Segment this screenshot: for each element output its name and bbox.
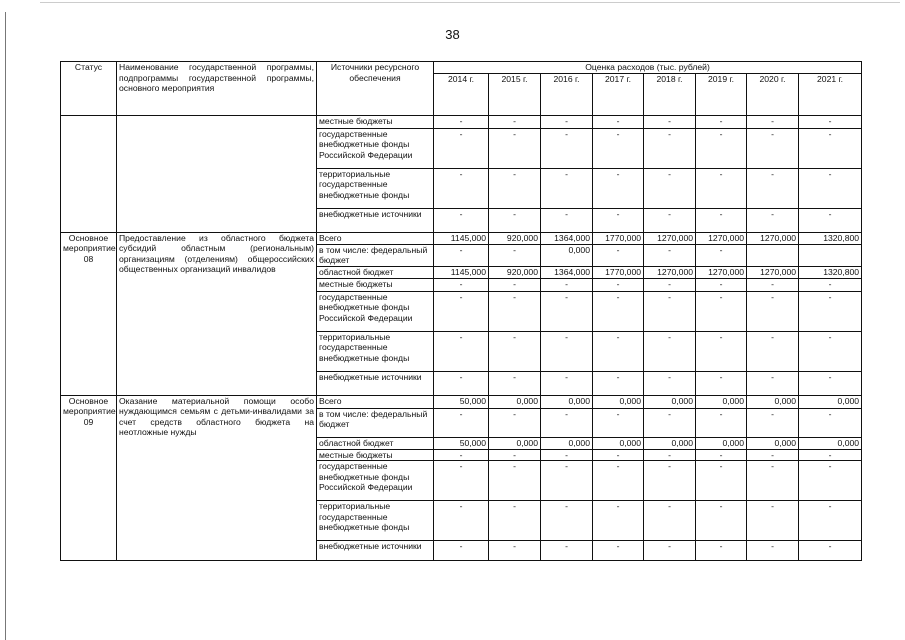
value-cell: 1270,000: [644, 232, 696, 244]
value-cell: -: [799, 541, 862, 561]
value-cell: -: [644, 501, 696, 541]
value-cell: -: [541, 408, 593, 437]
value-cell: -: [747, 208, 799, 232]
value-cell: -: [696, 278, 747, 291]
measure-name-cell: Оказание материальной помощи особо нуждающимся семьям с детьми-инвалидами за счет средств областного бюджета на неотложные нужды: [117, 395, 317, 561]
header-year: 2021 г.: [799, 73, 862, 115]
value-cell: -: [593, 208, 644, 232]
value-cell: -: [489, 331, 541, 371]
value-cell: -: [489, 408, 541, 437]
value-cell: -: [593, 278, 644, 291]
value-cell: -: [696, 128, 747, 168]
value-cell: -: [434, 541, 489, 561]
source-cell: Всего: [317, 232, 434, 244]
value-cell: -: [644, 244, 696, 266]
value-cell: -: [644, 128, 696, 168]
value-cell: -: [799, 501, 862, 541]
value-cell: -: [541, 501, 593, 541]
value-cell: -: [434, 115, 489, 128]
value-cell: 0,000: [696, 395, 747, 408]
value-cell: -: [489, 278, 541, 291]
value-cell: -: [434, 128, 489, 168]
value-cell: -: [696, 461, 747, 501]
value-cell: -: [644, 408, 696, 437]
value-cell: -: [434, 278, 489, 291]
value-cell: -: [696, 244, 747, 266]
value-cell: -: [541, 115, 593, 128]
status-cell: Основное мероприятие 09: [61, 395, 117, 561]
value-cell: -: [541, 278, 593, 291]
status-cell: [61, 115, 117, 232]
value-cell: -: [593, 244, 644, 266]
value-cell: 1770,000: [593, 232, 644, 244]
table-row: [61, 395, 862, 408]
source-cell: внебюджетные источники: [317, 208, 434, 232]
value-cell: -: [434, 244, 489, 266]
value-cell: -: [696, 501, 747, 541]
header-sources: Источники ресурсного обеспечения: [317, 62, 434, 116]
value-cell: -: [799, 278, 862, 291]
value-cell: -: [747, 541, 799, 561]
value-cell: 0,000: [593, 437, 644, 449]
table-row: [61, 232, 862, 244]
value-cell: -: [541, 168, 593, 208]
value-cell: -: [644, 461, 696, 501]
value-cell: 0,000: [747, 437, 799, 449]
value-cell: -: [747, 168, 799, 208]
value-cell: -: [593, 449, 644, 461]
source-cell: государственные внебюджетные фонды Российской Федерации: [317, 461, 434, 501]
value-cell: -: [593, 168, 644, 208]
source-cell: внебюджетные источники: [317, 371, 434, 395]
status-cell: Основное мероприятие 08: [61, 232, 117, 395]
value-cell: -: [541, 128, 593, 168]
value-cell: 1770,000: [593, 266, 644, 278]
value-cell: -: [747, 449, 799, 461]
value-cell: -: [489, 244, 541, 266]
source-cell: в том числе: федеральный бюджет: [317, 244, 434, 266]
header-year: 2015 г.: [489, 73, 541, 115]
header-estimate: Оценка расходов (тыс. рублей): [434, 62, 862, 74]
value-cell: 920,000: [489, 232, 541, 244]
source-cell: местные бюджеты: [317, 449, 434, 461]
value-cell: 0,000: [541, 244, 593, 266]
header-year: 2016 г.: [541, 73, 593, 115]
value-cell: -: [593, 331, 644, 371]
value-cell: -: [799, 371, 862, 395]
value-cell: -: [747, 501, 799, 541]
value-cell: -: [434, 501, 489, 541]
header-name: Наименование государственной программы, подпрограммы государственной программы, основного мероприятия: [117, 62, 317, 116]
value-cell: 1270,000: [747, 266, 799, 278]
value-cell: -: [696, 371, 747, 395]
source-cell: местные бюджеты: [317, 115, 434, 128]
header-year: 2014 г.: [434, 73, 489, 115]
value-cell: -: [434, 291, 489, 331]
header-status: Статус: [61, 62, 117, 116]
value-cell: -: [593, 461, 644, 501]
source-cell: территориальные государственные внебюджетные фонды: [317, 501, 434, 541]
measure-name-cell: [117, 115, 317, 232]
table-row: [61, 115, 862, 128]
value-cell: -: [799, 168, 862, 208]
value-cell: -: [799, 115, 862, 128]
value-cell: 0,000: [489, 437, 541, 449]
value-cell: -: [489, 501, 541, 541]
value-cell: -: [747, 291, 799, 331]
value-cell: -: [489, 291, 541, 331]
measure-name-cell: Предоставление из областного бюджета субсидий областным (региональным) организациям (отделениям) общероссийских общественных организаций инвалидов: [117, 232, 317, 395]
value-cell: -: [593, 115, 644, 128]
value-cell: -: [489, 115, 541, 128]
value-cell: -: [696, 168, 747, 208]
value-cell: -: [541, 461, 593, 501]
value-cell: -: [593, 128, 644, 168]
value-cell: -: [489, 128, 541, 168]
value-cell: -: [489, 208, 541, 232]
value-cell: -: [799, 291, 862, 331]
page-number: 38: [445, 27, 460, 42]
source-cell: областной бюджет: [317, 266, 434, 278]
value-cell: 0,000: [799, 395, 862, 408]
value-cell: -: [593, 501, 644, 541]
value-cell: -: [747, 278, 799, 291]
header-year: 2019 г.: [696, 73, 747, 115]
value-cell: -: [696, 208, 747, 232]
value-cell: -: [799, 461, 862, 501]
value-cell: -: [644, 449, 696, 461]
value-cell: -: [489, 168, 541, 208]
value-cell: -: [434, 449, 489, 461]
value-cell: -: [747, 371, 799, 395]
left-margin-rule: [5, 12, 6, 640]
value-cell: 0,000: [644, 437, 696, 449]
value-cell: -: [644, 541, 696, 561]
source-cell: Всего: [317, 395, 434, 408]
expenditure-table: [60, 61, 862, 561]
source-cell: государственные внебюджетные фонды Российской Федерации: [317, 291, 434, 331]
source-cell: областной бюджет: [317, 437, 434, 449]
value-cell: -: [799, 449, 862, 461]
source-cell: территориальные государственные внебюджетные фонды: [317, 168, 434, 208]
value-cell: 0,000: [489, 395, 541, 408]
value-cell: -: [696, 408, 747, 437]
value-cell: -: [489, 461, 541, 501]
value-cell: -: [541, 331, 593, 371]
value-cell: 1364,000: [541, 232, 593, 244]
value-cell: 50,000: [434, 395, 489, 408]
header-year: 2020 г.: [747, 73, 799, 115]
value-cell: -: [696, 331, 747, 371]
value-cell: -: [644, 291, 696, 331]
source-cell: государственные внебюджетные фонды Российской Федерации: [317, 128, 434, 168]
value-cell: -: [799, 408, 862, 437]
value-cell: 1320,800: [799, 232, 862, 244]
value-cell: -: [644, 278, 696, 291]
value-cell: -: [489, 449, 541, 461]
value-cell: -: [541, 371, 593, 395]
value-cell: -: [541, 208, 593, 232]
value-cell: -: [696, 541, 747, 561]
value-cell: -: [434, 408, 489, 437]
source-cell: местные бюджеты: [317, 278, 434, 291]
value-cell: -: [799, 128, 862, 168]
value-cell: -: [747, 128, 799, 168]
value-cell: 1320,800: [799, 266, 862, 278]
value-cell: 0,000: [541, 395, 593, 408]
value-cell: 0,000: [541, 437, 593, 449]
value-cell: 1145,000: [434, 266, 489, 278]
value-cell: 1364,000: [541, 266, 593, 278]
value-cell: -: [593, 291, 644, 331]
value-cell: -: [644, 208, 696, 232]
value-cell: 50,000: [434, 437, 489, 449]
value-cell: -: [489, 371, 541, 395]
value-cell: 0,000: [799, 437, 862, 449]
value-cell: 1145,000: [434, 232, 489, 244]
value-cell: 920,000: [489, 266, 541, 278]
value-cell: -: [434, 208, 489, 232]
value-cell: -: [489, 541, 541, 561]
value-cell: -: [696, 449, 747, 461]
value-cell: 1270,000: [696, 232, 747, 244]
value-cell: -: [644, 168, 696, 208]
value-cell: -: [593, 408, 644, 437]
value-cell: -: [644, 115, 696, 128]
value-cell: 1270,000: [747, 232, 799, 244]
value-cell: 0,000: [644, 395, 696, 408]
value-cell: -: [593, 541, 644, 561]
value-cell: -: [747, 461, 799, 501]
source-cell: территориальные государственные внебюджетные фонды: [317, 331, 434, 371]
value-cell: [799, 244, 862, 266]
value-cell: -: [747, 408, 799, 437]
value-cell: -: [799, 208, 862, 232]
value-cell: -: [644, 371, 696, 395]
value-cell: -: [434, 331, 489, 371]
value-cell: 1270,000: [644, 266, 696, 278]
top-rule: [40, 2, 900, 3]
value-cell: -: [696, 115, 747, 128]
value-cell: 1270,000: [696, 266, 747, 278]
value-cell: -: [696, 291, 747, 331]
value-cell: -: [644, 331, 696, 371]
value-cell: 0,000: [593, 395, 644, 408]
value-cell: -: [593, 371, 644, 395]
value-cell: 0,000: [747, 395, 799, 408]
value-cell: 0,000: [696, 437, 747, 449]
value-cell: -: [541, 541, 593, 561]
value-cell: -: [541, 291, 593, 331]
value-cell: -: [541, 449, 593, 461]
value-cell: -: [434, 461, 489, 501]
value-cell: -: [434, 371, 489, 395]
value-cell: -: [747, 115, 799, 128]
source-cell: в том числе: федеральный бюджет: [317, 408, 434, 437]
header-year: 2018 г.: [644, 73, 696, 115]
source-cell: внебюджетные источники: [317, 541, 434, 561]
value-cell: -: [799, 331, 862, 371]
value-cell: -: [747, 331, 799, 371]
value-cell: [747, 244, 799, 266]
value-cell: -: [434, 168, 489, 208]
header-year: 2017 г.: [593, 73, 644, 115]
